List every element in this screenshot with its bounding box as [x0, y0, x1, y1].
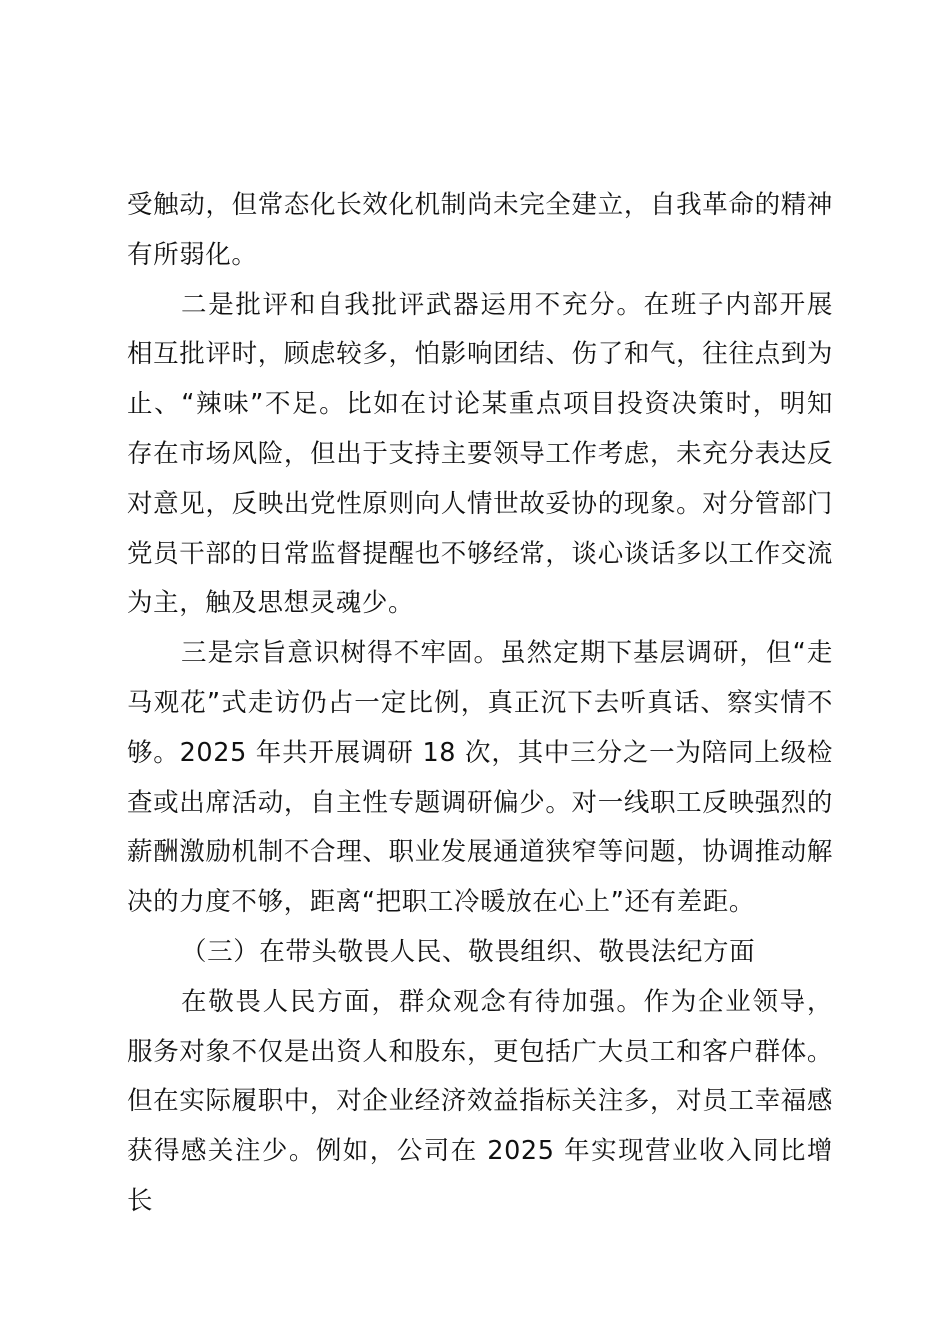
paragraph-continuation: 受触动，但常态化长效化机制尚未完全建立，自我革命的精神有所弱化。 [127, 190, 833, 270]
paragraph-purpose-awareness: 三是宗旨意识树得不牢固。虽然定期下基层调研，但“走马观花”式走访仍占一定比例，真正沉下去听真话、察实情不够。2025 年共开展调研 18 次，其中三分之一为陪同上级检查或出席活动，自主性专题调研偏少。对一线职工反映强烈的薪酬激励机制不合理、职业发展通道狭窄等问题，协调推动解决的力度不够，距离“把职工冷暖放在心上”还有差距。 [127, 638, 833, 918]
section-heading: （三）在带头敬畏人民、敬畏组织、敬畏法纪方面 [181, 936, 756, 967]
paragraph-respect-people: 在敬畏人民方面，群众观念有待加强。作为企业领导，服务对象不仅是出资人和股东，更包括广大员工和客户群体。但在实际履职中，对企业经济效益指标关注多，对员工幸福感获得感关注少。例如，公司在 2025 年实现营业收入同比增长 [127, 986, 833, 1216]
paragraph-criticism: 二是批评和自我批评武器运用不充分。在班子内部开展相互批评时，顾虑较多，怕影响团结、伤了和气，往往点到为止、“辣味”不足。比如在讨论某重点项目投资决策时，明知存在市场风险，但出于支持主要领导工作考虑，未充分表达反对意见，反映出党性原则向人情世故妥协的现象。对分管部门党员干部的日常监督提醒也不够经常，谈心谈话多以工作交流为主，触及思想灵魂少。 [127, 289, 833, 619]
document-page [127, 181, 833, 1227]
